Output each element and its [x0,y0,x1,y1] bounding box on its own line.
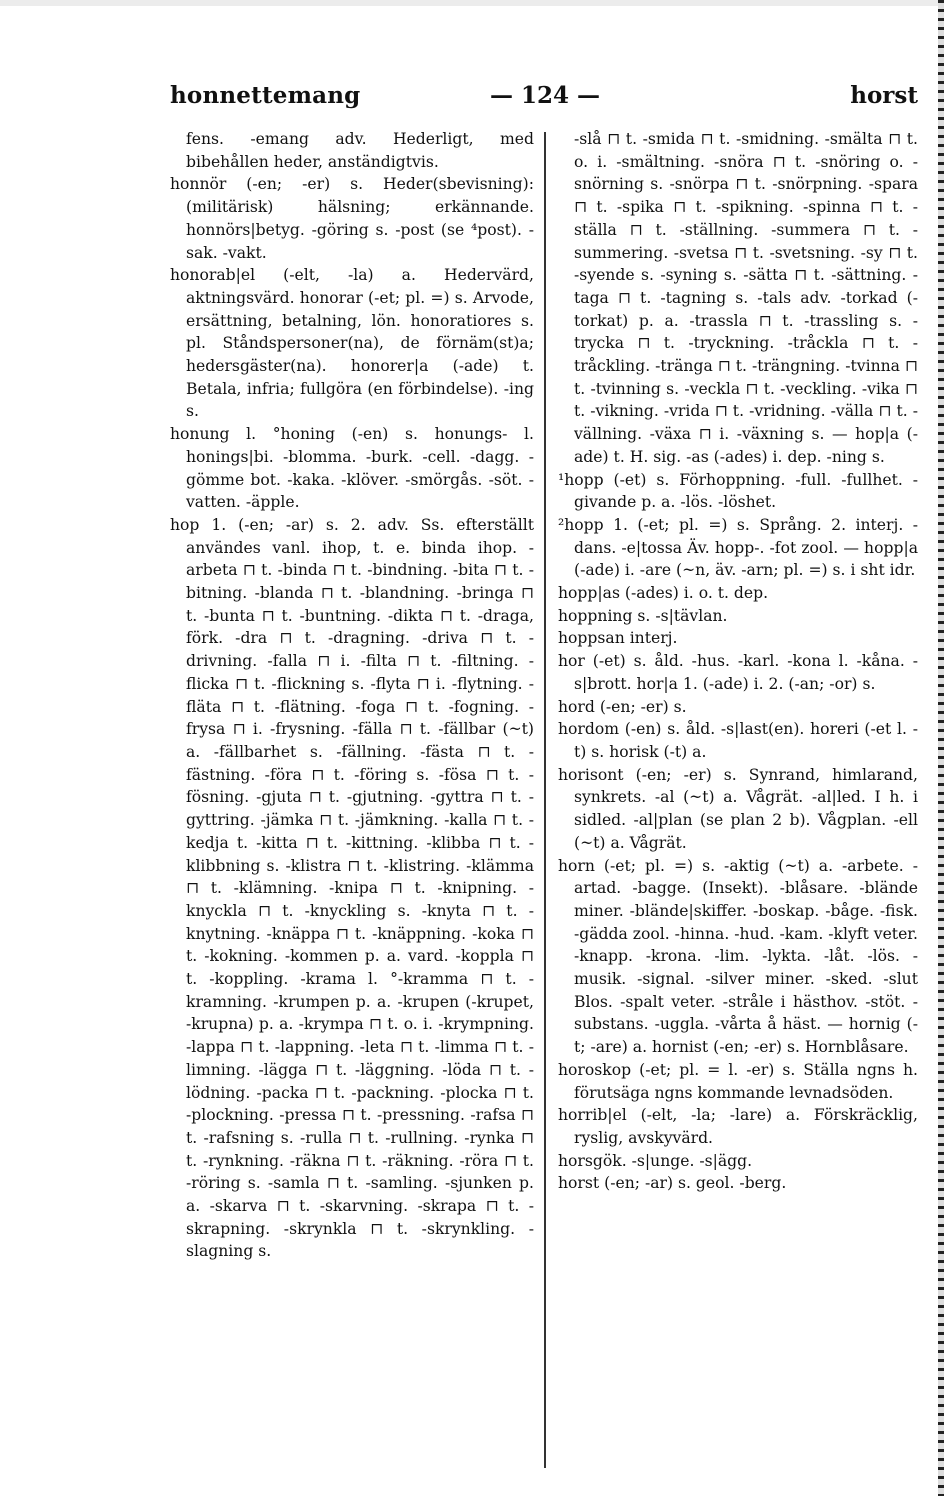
dictionary-entry: hordom (-en) s. åld. -s|last(en). horeri (-et l. -t) s. horisk (-t) a. [558,720,918,761]
dictionary-entry: horoskop (-et; pl. = l. -er) s. Ställa ngns h. förutsäga ngns kommande levnadsöden. [558,1060,918,1102]
dictionary-entry: hor (-et) s. åld. -hus. -karl. -kona l. -kåna. -s|brott. hor|a 1. (-ade) i. 2. (-an; -or) s. [558,652,918,693]
right-guide-word: horst [850,82,918,109]
dictionary-entry: horst (-en; -ar) s. geol. -berg. [558,1174,787,1193]
left-column [170,128,534,1263]
dictionary-entry: hoppsan interj. [558,629,678,648]
dictionary-entry: -slå ⊓ t. -smida ⊓ t. -smidning. -smälta ⊓ t. o. i. -smältning. -snöra ⊓ t. -snöring o. -snörning s. -snörpa ⊓ t. -snörpning. -spara ⊓ t. -spika ⊓ t. -spikning. -spinna ⊓ t. -ställa ⊓ t. -ställning. -summera ⊓ t. -summering. -svetsa ⊓ t. -svetsning. -sy ⊓ t. -syende s. -syning s. -sätta ⊓ t. -sättning. -taga ⊓ t. -tagning s. -tals adv. -torkad (-torkat) p. a. -trassla ⊓ t. -trassling s. -trycka ⊓ t. -tryckning. -tråckla ⊓ t. -tråckling. -tränga ⊓ t. -trängning. -tvinna ⊓ t. -tvinning s. -veckla ⊓ t. -veckling. -vika ⊓ t. -vikning. -vrida ⊓ t. -vridning. -välla ⊓ t. -vällning. -växa ⊓ i. -växning s. — hop|a (-ade) t. H. sig. -as (-ades) i. dep. -ning s. [574,130,918,466]
scan-edge [0,0,944,6]
dictionary-entry: hoppning s. -s|tävlan. [558,606,728,625]
column-divider [544,132,546,1468]
dictionary-entry: honorab|el (-elt, -la) a. Hedervärd, aktningsvärd. honorar (-et; pl. =) s. Arvode, ersättning, betalning, lön. honoratiores s. pl. Ståndspersoner(na), de förnäm(st)a; hedersgäster(na). honorer|a (-ade) t. Betala, infria; fullgöra (en förbindelse). -ing s. [170,266,534,421]
dictionary-entry: hop 1. (-en; -ar) s. 2. adv. Ss. efterställt användes vanl. ihop, t. e. binda ihop. -arbeta ⊓ t. -binda ⊓ t. -bindning. -bita ⊓ t. -bitning. -blanda ⊓ t. -blandning. -bringa ⊓ t. -bunta ⊓ t. -buntning. -dikta ⊓ t. -draga, förk. -dra ⊓ t. -dragning. -driva ⊓ t. -drivning. -falla ⊓ i. -filta ⊓ t. -filtning. -flicka ⊓ t. -flickning s. -flyta ⊓ i. -flytning. -fläta ⊓ t. -flätning. -foga ⊓ t. -fogning. -frysa ⊓ i. -frysning. -fälla ⊓ t. -fällbar (~t) a. -fällbarhet s. -fällning. -fästa ⊓ t. -fästning. -föra ⊓ t. -föring s. -fösa ⊓ t. -fösning. -gjuta ⊓ t. -gjutning. -gyttra ⊓ t. -gyttring. -jämka ⊓ t. -jämkning. -kalla ⊓ t. -kedja t. -kitta ⊓ t. -kittning. -klibba ⊓ t. -klibbning s. -klistra ⊓ t. -klistring. -klämma ⊓ t. -klämning. -knipa ⊓ t. -knipning. -knyckla ⊓ t. -knyckling s. -knyta ⊓ t. -knytning. -knäppa ⊓ t. -knäppning. -koka ⊓ t. -kokning. -kommen p. a. vard. -koppla ⊓ t. -koppling. -krama l. °-kramma ⊓ t. -kramning. -krumpen p. a. -krupen (-krupet, -krupna) p. a. -krympa ⊓ t. o. i. -krympning. -lappa ⊓ t. -lappning. -leta ⊓ t. -limma ⊓ t. -limning. -lägga ⊓ t. -läggning. -löda ⊓ t. -lödning. -packa ⊓ t. -packning. -plocka ⊓ t. -plockning. -pressa ⊓ t. -pressning. -rafsa ⊓ t. -rafsning s. -rulla ⊓ t. -rullning. -rynka ⊓ t. -rynkning. -räkna ⊓ t. -räkning. -röra ⊓ t. -röring s. -samla ⊓ t. -samling. -sjunken p. a. -skarva ⊓ t. -skarvning. -skrapa ⊓ t. -skrapning. -skrynkla ⊓ t. -skrynkling. -slagning s. [170,515,534,1261]
dictionary-entry: ¹hopp (-et) s. Förhoppning. -full. -fullhet. -givande p. a. -lös. -löshet. [558,470,918,512]
dictionary-entry: horn (-et; pl. =) s. -aktig (~t) a. -arbete. -artad. -bagge. (Insekt). -blåsare. -blände miner. -blände|skiffer. -boskap. -båge. -fisk. -gädda zool. -hinna. -hud. -kam. -klyft veter. -knapp. -krona. -lim. -lykta. -låt. -lös. -musik. -signal. -silver miner. -sked. -slut Blos. -spalt veter. -stråle i hästhov. -stöt. -substans. -uggla. -vårta å häst. — hornig (-t; -are) a. hornist (-en; -er) s. Hornblåsare. [558,856,918,1057]
dictionary-entry: horisont (-en; -er) s. Synrand, himlarand, synkrets. -al (~t) a. Vågrät. -al|led. I h. i sidled. -al|plan (se plan 2 b). Vågplan. -ell (~t) a. Vågrät. [558,765,918,852]
page-edge [938,0,944,1496]
dictionary-entry: horrib|el (-elt, -la; -lare) a. Förskräcklig, ryslig, avskyvärd. [558,1106,918,1147]
dictionary-entry: ²hopp 1. (-et; pl. =) s. Språng. 2. interj. -dans. -e|tossa Äv. hopp-. -fot zool. — hopp|a (-ade) i. -are (~n, äv. -arn; pl. =) s. i sht idr. [558,515,918,580]
page-number: — 124 — [489,82,601,109]
dictionary-entry: honung l. °honing (-en) s. honungs- l. honings|bi. -blomma. -burk. -cell. -dagg. -gömme bot. -kaka. -klöver. -smörgås. -söt. -vatten. -äpple. [170,425,534,512]
dictionary-entry: hopp|as (-ades) i. o. t. dep. [558,584,769,603]
right-column [558,128,918,1195]
dictionary-entry: horsgök. -s|unge. -s|ägg. [558,1151,753,1170]
dictionary-entry: honnör (-en; -er) s. Heder(sbevisning): (militärisk) hälsning; erkännande. honnörs|betyg. -göring s. -post (se ⁴post). -sak. -vakt. [170,175,534,262]
dictionary-entry: hord (-en; -er) s. [558,697,687,716]
left-guide-word: honnettemang [170,82,361,109]
page-header [170,82,918,118]
dictionary-entry: fens. -emang adv. Hederligt, med bibehållen heder, anständigtvis. [186,130,534,171]
